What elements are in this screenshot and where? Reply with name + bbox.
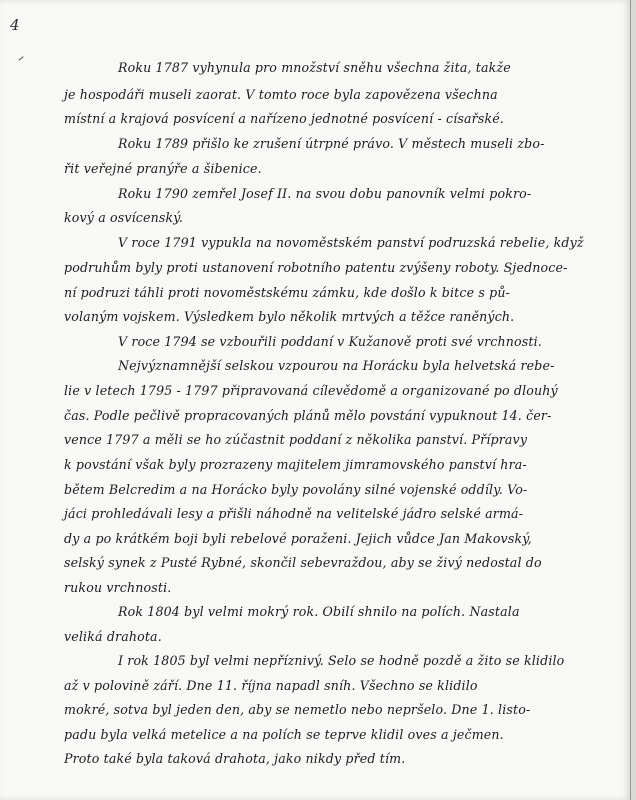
text-line: vence 1797 a měli se ho zúčastnit poddaní z několika panství. Přípravy (64, 432, 528, 447)
text-line: až v polovině září. Dne 11. října napadl sníh. Všechno se klidilo (64, 678, 478, 693)
text-line: kový a osvícenský. (64, 210, 184, 225)
text-line: Nejvýznamnější selskou vzpourou na Horácku byla helvetská rebe- (118, 358, 555, 373)
text-line: podruhům byly proti ustanovení robotního patentu zvýšeny roboty. Sjednoce- (64, 260, 568, 275)
page-number: 4 (10, 16, 22, 34)
text-line: Proto také byla taková drahota, jako nikdy před tím. (64, 751, 406, 766)
text-line: mokré, sotva byl jeden den, aby se nemetlo nebo nepršelo. Dne 1. listo- (64, 702, 531, 717)
text-line: rukou vrchnosti. (64, 580, 172, 595)
text-line: čas. Podle pečlivě propracovaných plánů mělo povstání vypuknout 14. čer- (64, 408, 552, 423)
text-line: V roce 1791 vypukla na novoměstském panství podruzská rebelie, když (118, 235, 584, 250)
text-line: volaným vojskem. Výsledkem bylo několik mrtvých a těžce raněných. (64, 309, 515, 324)
text-line: Roku 1790 zemřel Josef II. na svou dobu panovník velmi pokro- (118, 186, 532, 201)
text-line: řit veřejné pranýře a šibenice. (64, 161, 262, 176)
text-line: Roku 1789 přišlo ke zrušení útrpné právo. V městech museli zbo- (118, 136, 545, 151)
text-line: Roku 1787 vyhynula pro množství sněhu všechna žita, takže (118, 60, 511, 75)
text-line: bětem Belcredim a na Horácko byly povolány silné vojenské oddíly. Vo- (64, 482, 528, 497)
text-line: je hospodáři museli zaorat. V tomto roce byla zapovězena všechna (64, 87, 498, 102)
text-line: I rok 1805 byl velmi nepříznivý. Selo se hodně pozdě a žito se klidilo (118, 653, 565, 668)
text-line: ní podruzi táhli proti novoměstskému zámku, kde došlo k bitce s pů- (64, 285, 510, 300)
text-line: k povstání však byly prozrazeny majitelem jimramovského panství hra- (64, 457, 527, 472)
text-line: V roce 1794 se vzbouřili poddaní v Kužanově proti své vrchnosti. (118, 334, 542, 349)
text-line: selský synek z Pusté Rybné, skončil sebevraždou, aby se živý nedostal do (64, 555, 542, 570)
text-line: lie v letech 1795 - 1797 připravovaná cílevědomě a organizované po dlouhý (64, 383, 558, 398)
text-line: místní a krajová posvícení a nařízeno jednotné posvícení - císařské. (64, 111, 504, 126)
text-line: veliká drahota. (64, 629, 162, 644)
text-line: Rok 1804 byl velmi mokrý rok. Obilí shnilo na polích. Nastala (118, 604, 520, 619)
text-line: dy a po krátkém boji byli rebelové poraženi. Jejich vůdce Jan Makovský, (64, 531, 532, 546)
text-line: padu byla velká metelice a na polích se teprve klidil oves a ječmen. (64, 727, 504, 742)
text-line: jáci prohledávali lesy a přišli náhodně na velitelské jádro selské armá- (64, 506, 524, 521)
